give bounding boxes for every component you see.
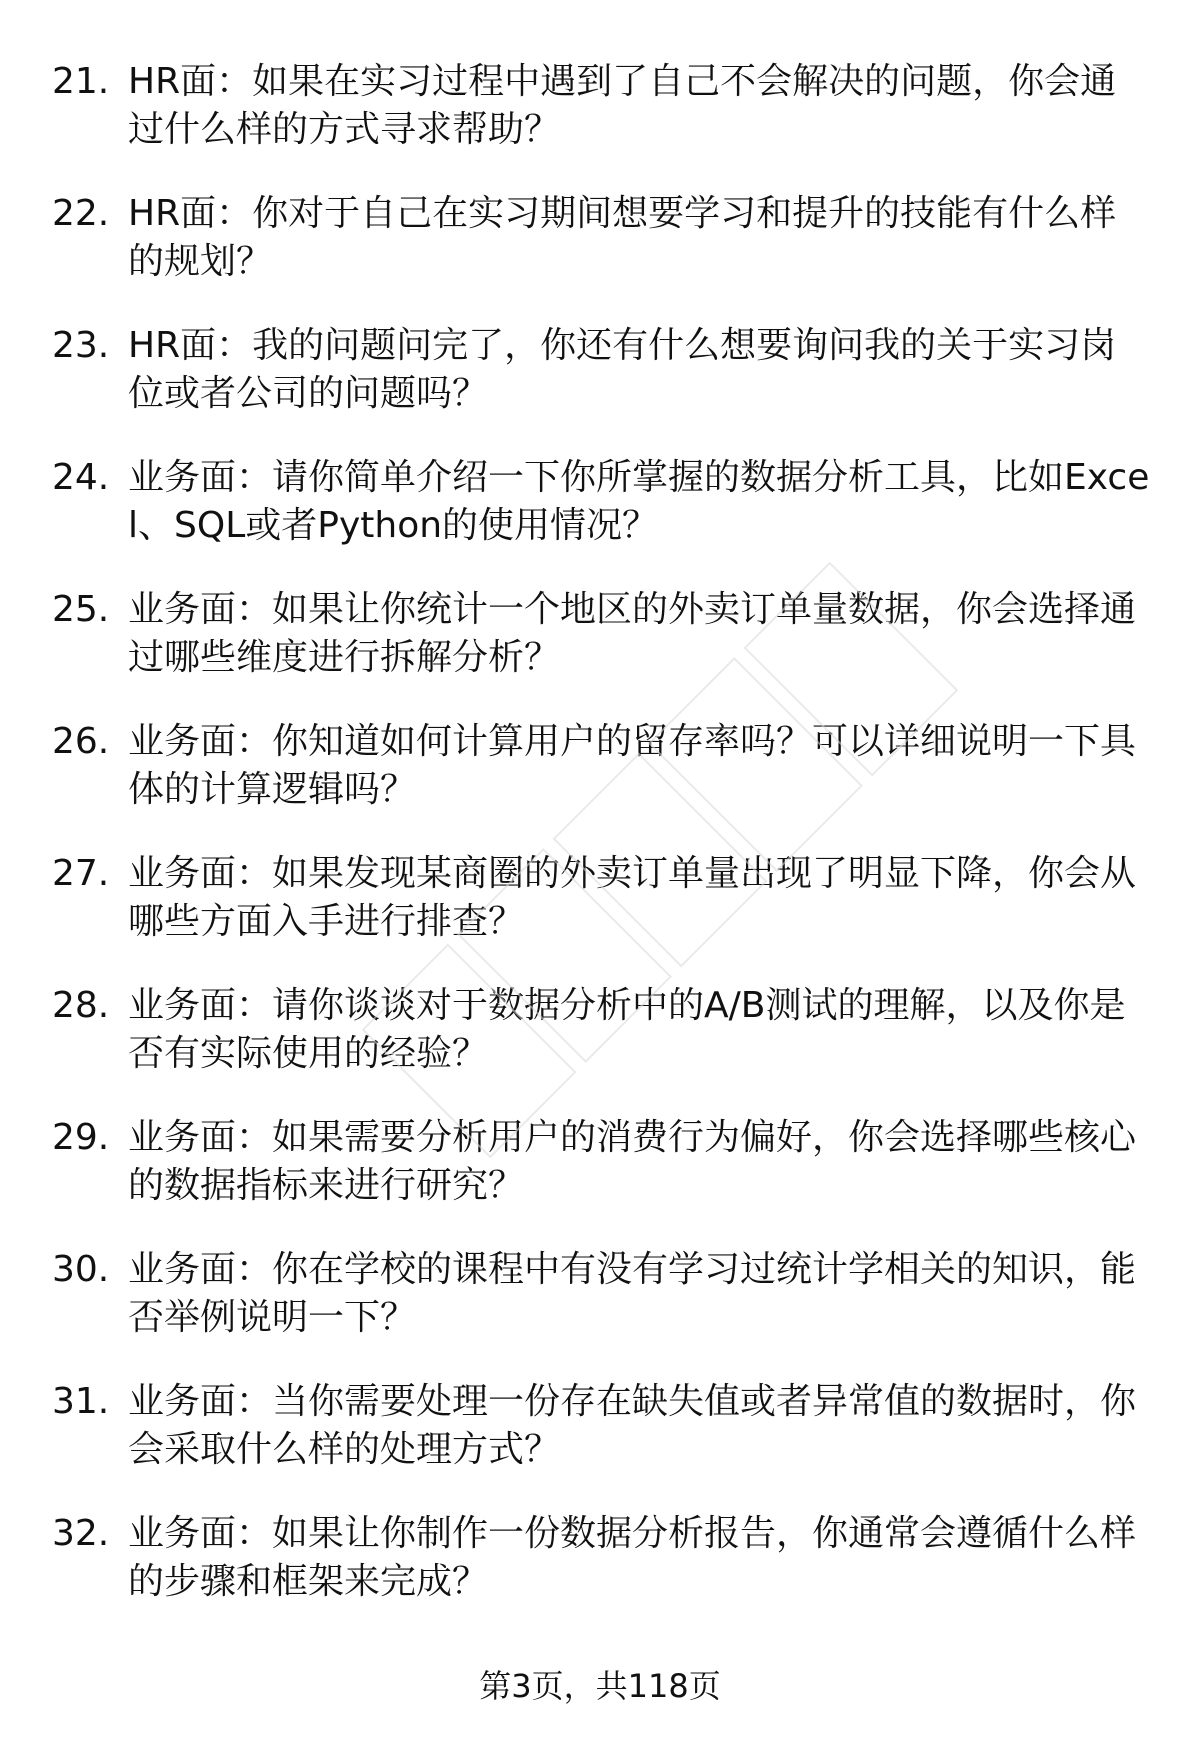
question-number: 22. — [52, 193, 110, 234]
question-text: 业务面：如果让你统计一个地区的外卖订单量数据，你会选择通过哪些维度进行拆解分析？ — [128, 589, 1137, 678]
question-item-22 — [52, 190, 1152, 322]
question-item-28 — [52, 982, 1152, 1114]
question-number: 26. — [52, 721, 110, 762]
question-text: HR面：你对于自己在实习期间想要学习和提升的技能有什么样的规划？ — [128, 193, 1117, 282]
question-text: 业务面：你在学校的课程中有没有学习过统计学相关的知识，能否举例说明一下？ — [128, 1249, 1137, 1338]
question-text: 业务面：当你需要处理一份存在缺失值或者异常值的数据时，你会采取什么样的处理方式？ — [128, 1381, 1137, 1470]
question-text: 业务面：你知道如何计算用户的留存率吗？可以详细说明一下具体的计算逻辑吗？ — [128, 721, 1137, 810]
question-text: 业务面：请你简单介绍一下你所掌握的数据分析工具，比如Excel、SQL或者Python的使用情况？ — [128, 457, 1150, 546]
question-text: HR面：我的问题问完了，你还有什么想要询问我的关于实习岗位或者公司的问题吗？ — [128, 325, 1117, 414]
question-item-27 — [52, 850, 1152, 982]
question-number: 21. — [52, 61, 110, 102]
question-item-25 — [52, 586, 1152, 718]
question-item-30 — [52, 1246, 1152, 1378]
question-item-23 — [52, 322, 1152, 454]
question-number: 31. — [52, 1381, 110, 1422]
question-text: 业务面：请你谈谈对于数据分析中的A/B测试的理解，以及你是否有实际使用的经验？ — [128, 985, 1126, 1074]
question-item-26 — [52, 718, 1152, 850]
question-number: 23. — [52, 325, 110, 366]
question-number: 30. — [52, 1249, 110, 1290]
question-number: 29. — [52, 1117, 110, 1158]
question-number: 32. — [52, 1513, 110, 1554]
question-item-21 — [52, 58, 1152, 190]
question-item-29 — [52, 1114, 1152, 1246]
question-text: 业务面：如果需要分析用户的消费行为偏好，你会选择哪些核心的数据指标来进行研究？ — [128, 1117, 1137, 1206]
question-number: 25. — [52, 589, 110, 630]
question-item-32 — [52, 1510, 1152, 1642]
question-item-24 — [52, 454, 1152, 586]
question-text: HR面：如果在实习过程中遇到了自己不会解决的问题，你会通过什么样的方式寻求帮助？ — [128, 61, 1117, 150]
question-number: 27. — [52, 853, 110, 894]
question-text: 业务面：如果发现某商圈的外卖订单量出现了明显下降，你会从哪些方面入手进行排查？ — [128, 853, 1137, 942]
question-item-31 — [52, 1378, 1152, 1510]
page-footer: 第3页，共118页 — [479, 1667, 721, 1705]
question-number: 28. — [52, 985, 110, 1026]
question-text: 业务面：如果让你制作一份数据分析报告，你通常会遵循什么样的步骤和框架来完成？ — [128, 1513, 1137, 1602]
question-list — [52, 58, 1152, 1642]
question-number: 24. — [52, 457, 110, 498]
